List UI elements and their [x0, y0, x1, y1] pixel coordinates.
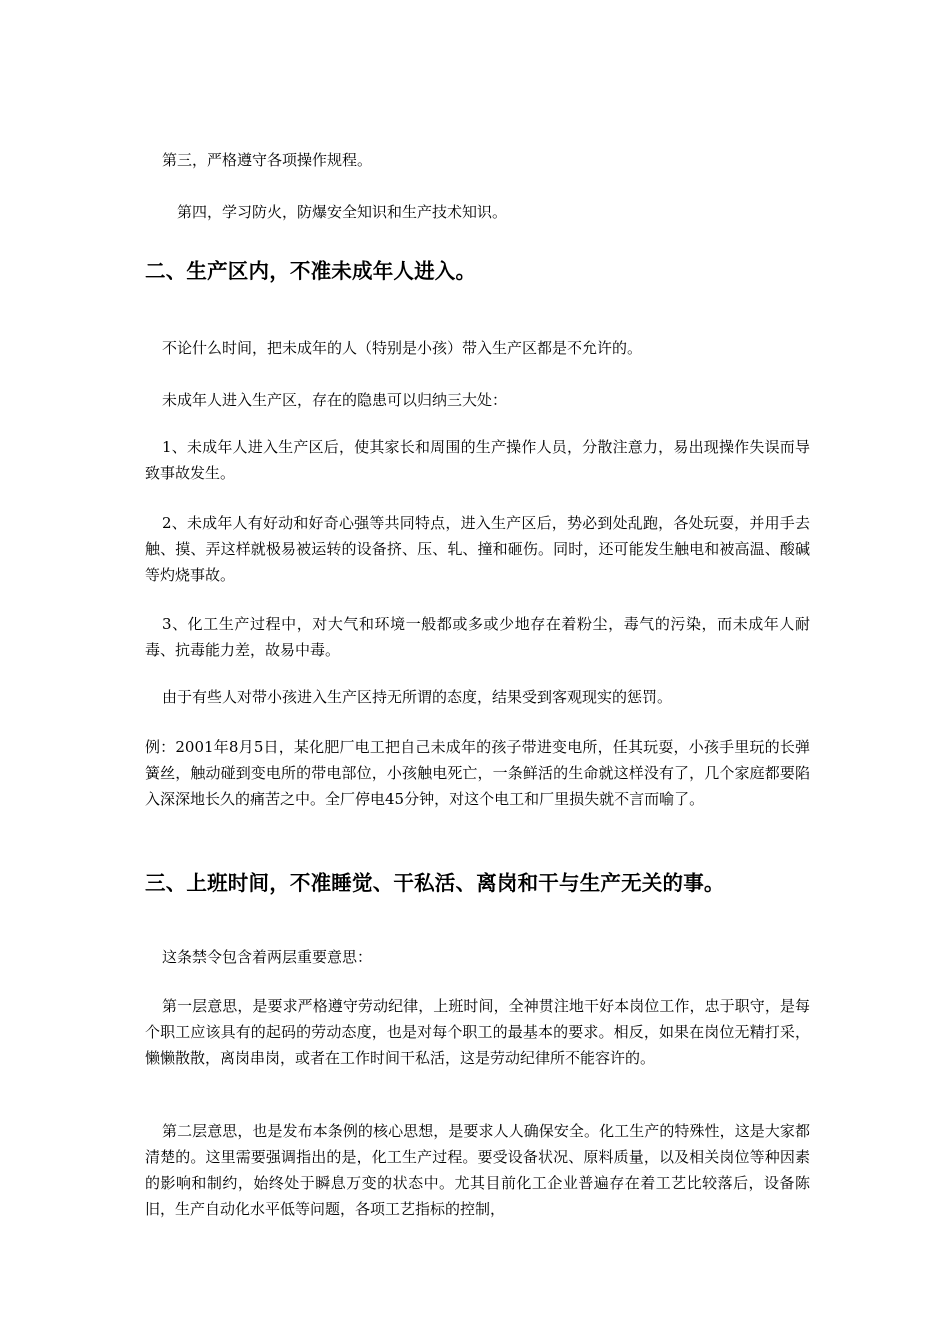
section-3-heading: 三、上班时间，不准睡觉、干私活、离岗和干与生产无关的事。 — [145, 871, 725, 895]
section-3-paragraph: 这条禁令包含着两层重要意思： — [162, 948, 373, 966]
section-2-paragraph: 未成年人进入生产区，存在的隐患可以归纳三大处： — [162, 391, 508, 409]
section-2-paragraph: 3、化工生产过程中，对大气和环境一般都或多或少地存在着粉尘，毒气的污染，而未成年人耐毒、抗毒能力差，故易中毒。 — [145, 615, 810, 659]
section-2-paragraph: 1、未成年人进入生产区后，使其家长和周围的生产操作人员，分散注意力，易出现操作失误而导致事故发生。 — [145, 438, 810, 482]
section-2-heading: 二、生产区内，不准未成年人进入。 — [145, 259, 477, 283]
paragraph-third-rule: 第三，严格遵守各项操作规程。 — [162, 151, 373, 169]
section-2-example-paragraph: 例：2001年8月5日，某化肥厂电工把自己未成年的孩子带进变电所，任其玩耍，小孩手里玩的长弹簧丝，触动碰到变电所的带电部位，小孩触电死亡，一条鲜活的生命就这样没有了，几个家庭都要陷入深深地长久的痛苦之中。全厂停电45分钟，对这个电工和厂里损失就不言而喻了。 — [145, 738, 810, 808]
section-2-paragraph: 由于有些人对带小孩进入生产区持无所谓的态度，结果受到客观现实的惩罚。 — [162, 688, 673, 706]
section-3-paragraph: 第二层意思，也是发布本条例的核心思想，是要求人人确保安全。化工生产的特殊性，这是大家都清楚的。这里需要强调指出的是，化工生产过程。要受设备状况、原料质量，以及相关岗位等种因素的影响和制约，始终处于瞬息万变的状态中。尤其目前化工企业普遍存在着工艺比较落后，设备陈旧，生产自动化水平低等问题，各项工艺指标的控制， — [145, 1122, 810, 1218]
section-3-paragraph: 第一层意思，是要求严格遵守劳动纪律，上班时间，全神贯注地干好本岗位工作，忠于职守，是每个职工应该具有的起码的劳动态度，也是对每个职工的最基本的要求。相反，如果在岗位无精打采，懒懒散散，离岗串岗，或者在工作时间干私活，这是劳动纪律所不能容许的。 — [145, 997, 810, 1067]
section-2-paragraph: 2、未成年人有好动和好奇心强等共同特点，进入生产区后，势必到处乱跑，各处玩耍，并用手去触、摸、弄这样就极易被运转的设备挤、压、轧、撞和砸伤。同时，还可能发生触电和被高温、酸碱等灼烧事故。 — [145, 514, 810, 584]
section-2-paragraph: 不论什么时间，把未成年的人（特别是小孩）带入生产区都是不允许的。 — [162, 339, 643, 357]
paragraph-fourth-rule: 第四，学习防火，防爆安全知识和生产技术知识。 — [177, 203, 508, 221]
